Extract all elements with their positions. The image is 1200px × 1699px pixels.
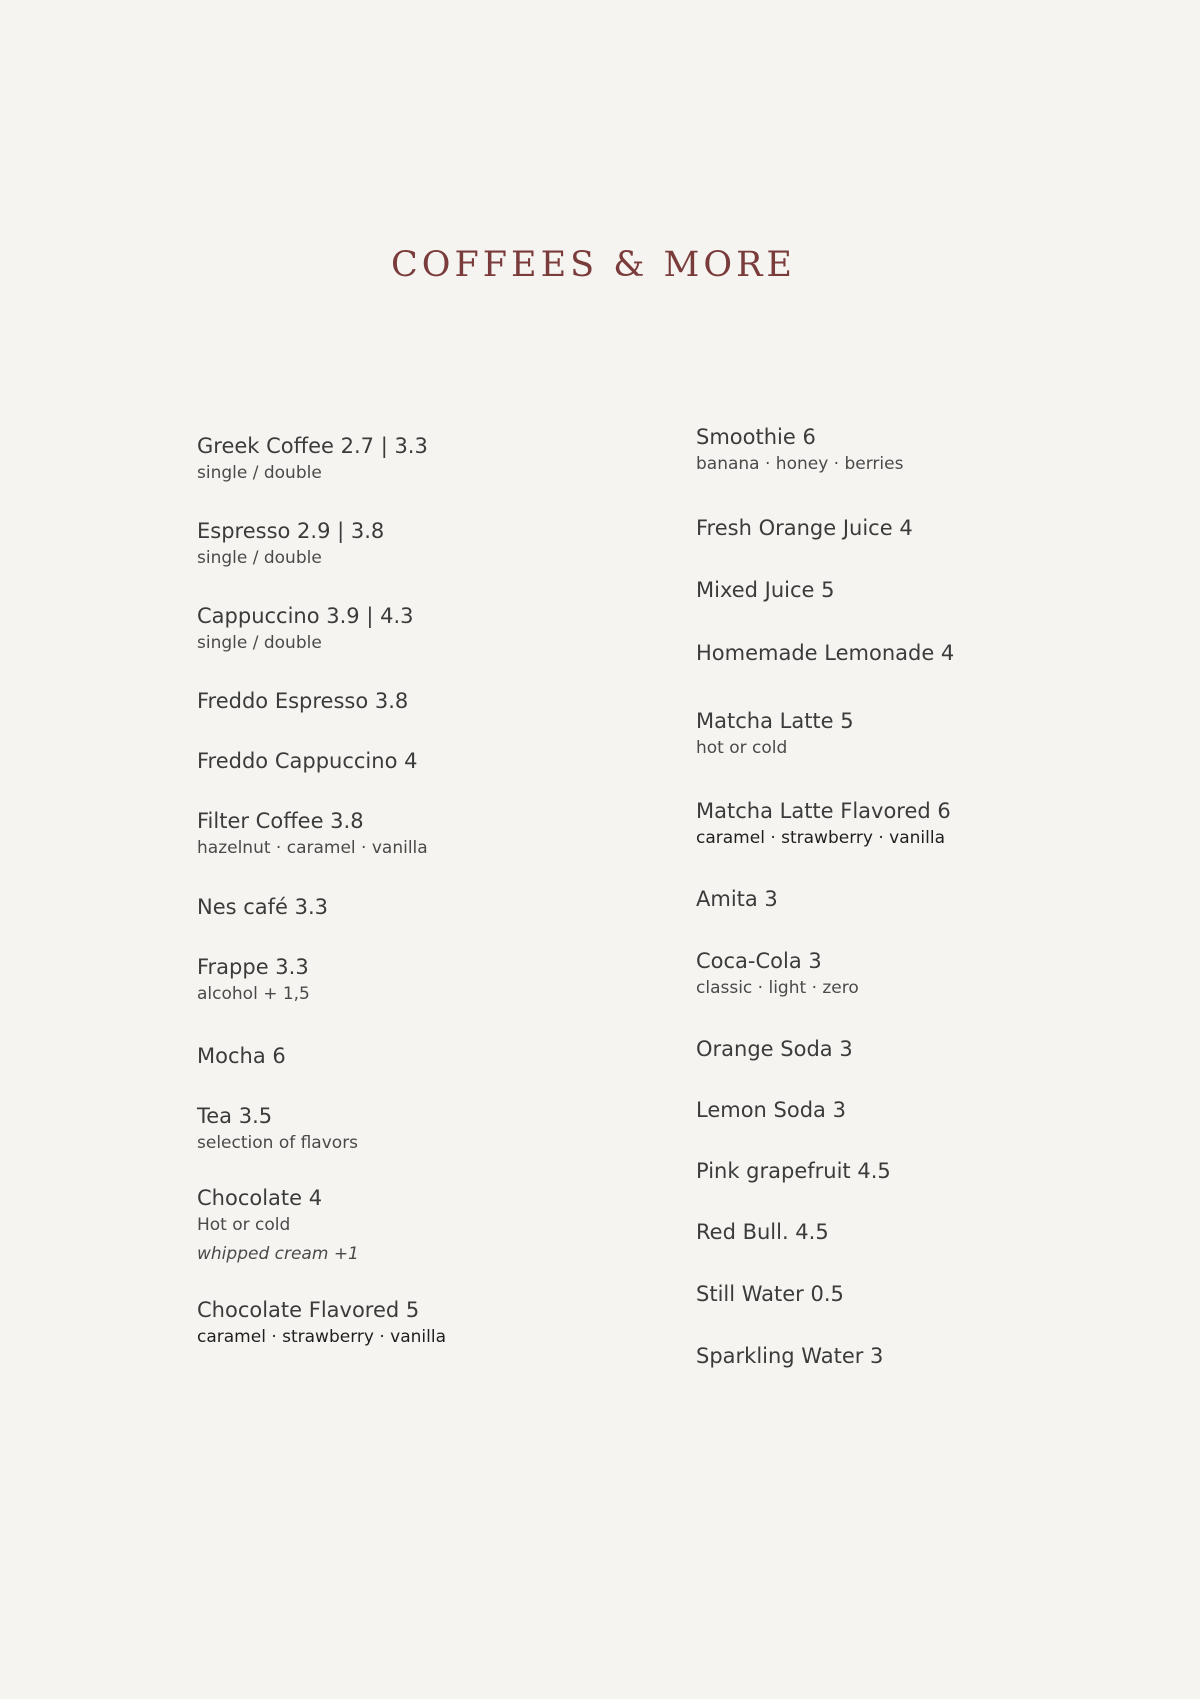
menu-item [197,1101,358,1155]
menu-item-description: classic · light · zero [696,978,859,998]
menu-item [197,601,413,655]
menu-item-name: Greek Coffee 2.7 | 3.3 [197,434,428,458]
menu-item [696,575,835,605]
menu-item [197,1041,286,1071]
menu-item-name: Cappuccino 3.9 | 4.3 [197,604,414,628]
menu-item-name: Nes café 3.3 [197,895,329,919]
menu-item-description: hot or cold [696,738,788,758]
menu-item-description: selection of flavors [197,1133,359,1153]
menu-item [197,686,408,716]
menu-item-name: Mixed Juice 5 [696,578,835,602]
menu-item [197,431,428,485]
menu-item-name: Espresso 2.9 | 3.8 [197,519,385,543]
menu-item-description: caramel · strawberry · vanilla [696,828,945,848]
menu-item [696,796,951,850]
menu-item-description: single / double [197,633,322,653]
menu-item-name: Freddo Espresso 3.8 [197,689,409,713]
menu-item-description: banana · honey · berries [696,454,904,474]
menu-item-description: Hot or cold [197,1215,291,1235]
menu-item-name: Matcha Latte Flavored 6 [696,799,951,823]
menu-item-name: Mocha 6 [197,1044,286,1068]
menu-item [197,746,417,776]
menu-item-name: Filter Coffee 3.8 [197,809,364,833]
menu-item-name: Smoothie 6 [696,425,816,449]
menu-item-name: Red Bull. 4.5 [696,1220,829,1244]
menu-item [696,1095,846,1125]
menu-item [696,706,854,760]
menu-item [197,806,428,860]
menu-item [197,1183,359,1266]
menu-item-description: hazelnut · caramel · vanilla [197,838,428,858]
menu-item-name: Chocolate Flavored 5 [197,1298,420,1322]
menu-item-description: single / double [197,463,322,483]
menu-item-name: Pink grapefruit 4.5 [696,1159,891,1183]
menu-item [696,638,954,668]
menu-item [696,1217,829,1247]
menu-item [696,1341,883,1371]
menu-item-description: whipped cream +1 [197,1244,359,1264]
menu-item [197,952,310,1006]
menu-item-name: Homemade Lemonade 4 [696,641,955,665]
menu-item-description: alcohol + 1,5 [197,984,310,1004]
menu-item [197,516,384,570]
menu-item [197,892,328,922]
menu-item-name: Amita 3 [696,887,778,911]
menu-item-name: Frappe 3.3 [197,955,309,979]
menu-item-name: Lemon Soda 3 [696,1098,846,1122]
menu-item-name: Chocolate 4 [197,1186,323,1210]
menu-item-name: Matcha Latte 5 [696,709,854,733]
menu-title: COFFEES & MORE [391,245,796,285]
menu-item [197,1295,446,1349]
menu-item-description: single / double [197,548,322,568]
menu-item-name: Freddo Cappuccino 4 [197,749,418,773]
menu-item [696,1156,891,1186]
menu-item-name: Coca-Cola 3 [696,949,822,973]
menu-item-name: Sparkling Water 3 [696,1344,884,1368]
menu-item [696,884,778,914]
menu-item [696,422,903,476]
menu-item [696,946,859,1000]
menu-item [696,1279,844,1309]
menu-item-description: caramel · strawberry · vanilla [197,1327,446,1347]
menu-item-name: Tea 3.5 [197,1104,273,1128]
menu-item-name: Fresh Orange Juice 4 [696,516,913,540]
menu-item [696,513,913,543]
menu-item-name: Orange Soda 3 [696,1037,853,1061]
menu-item [696,1034,853,1064]
menu-item-name: Still Water 0.5 [696,1282,844,1306]
